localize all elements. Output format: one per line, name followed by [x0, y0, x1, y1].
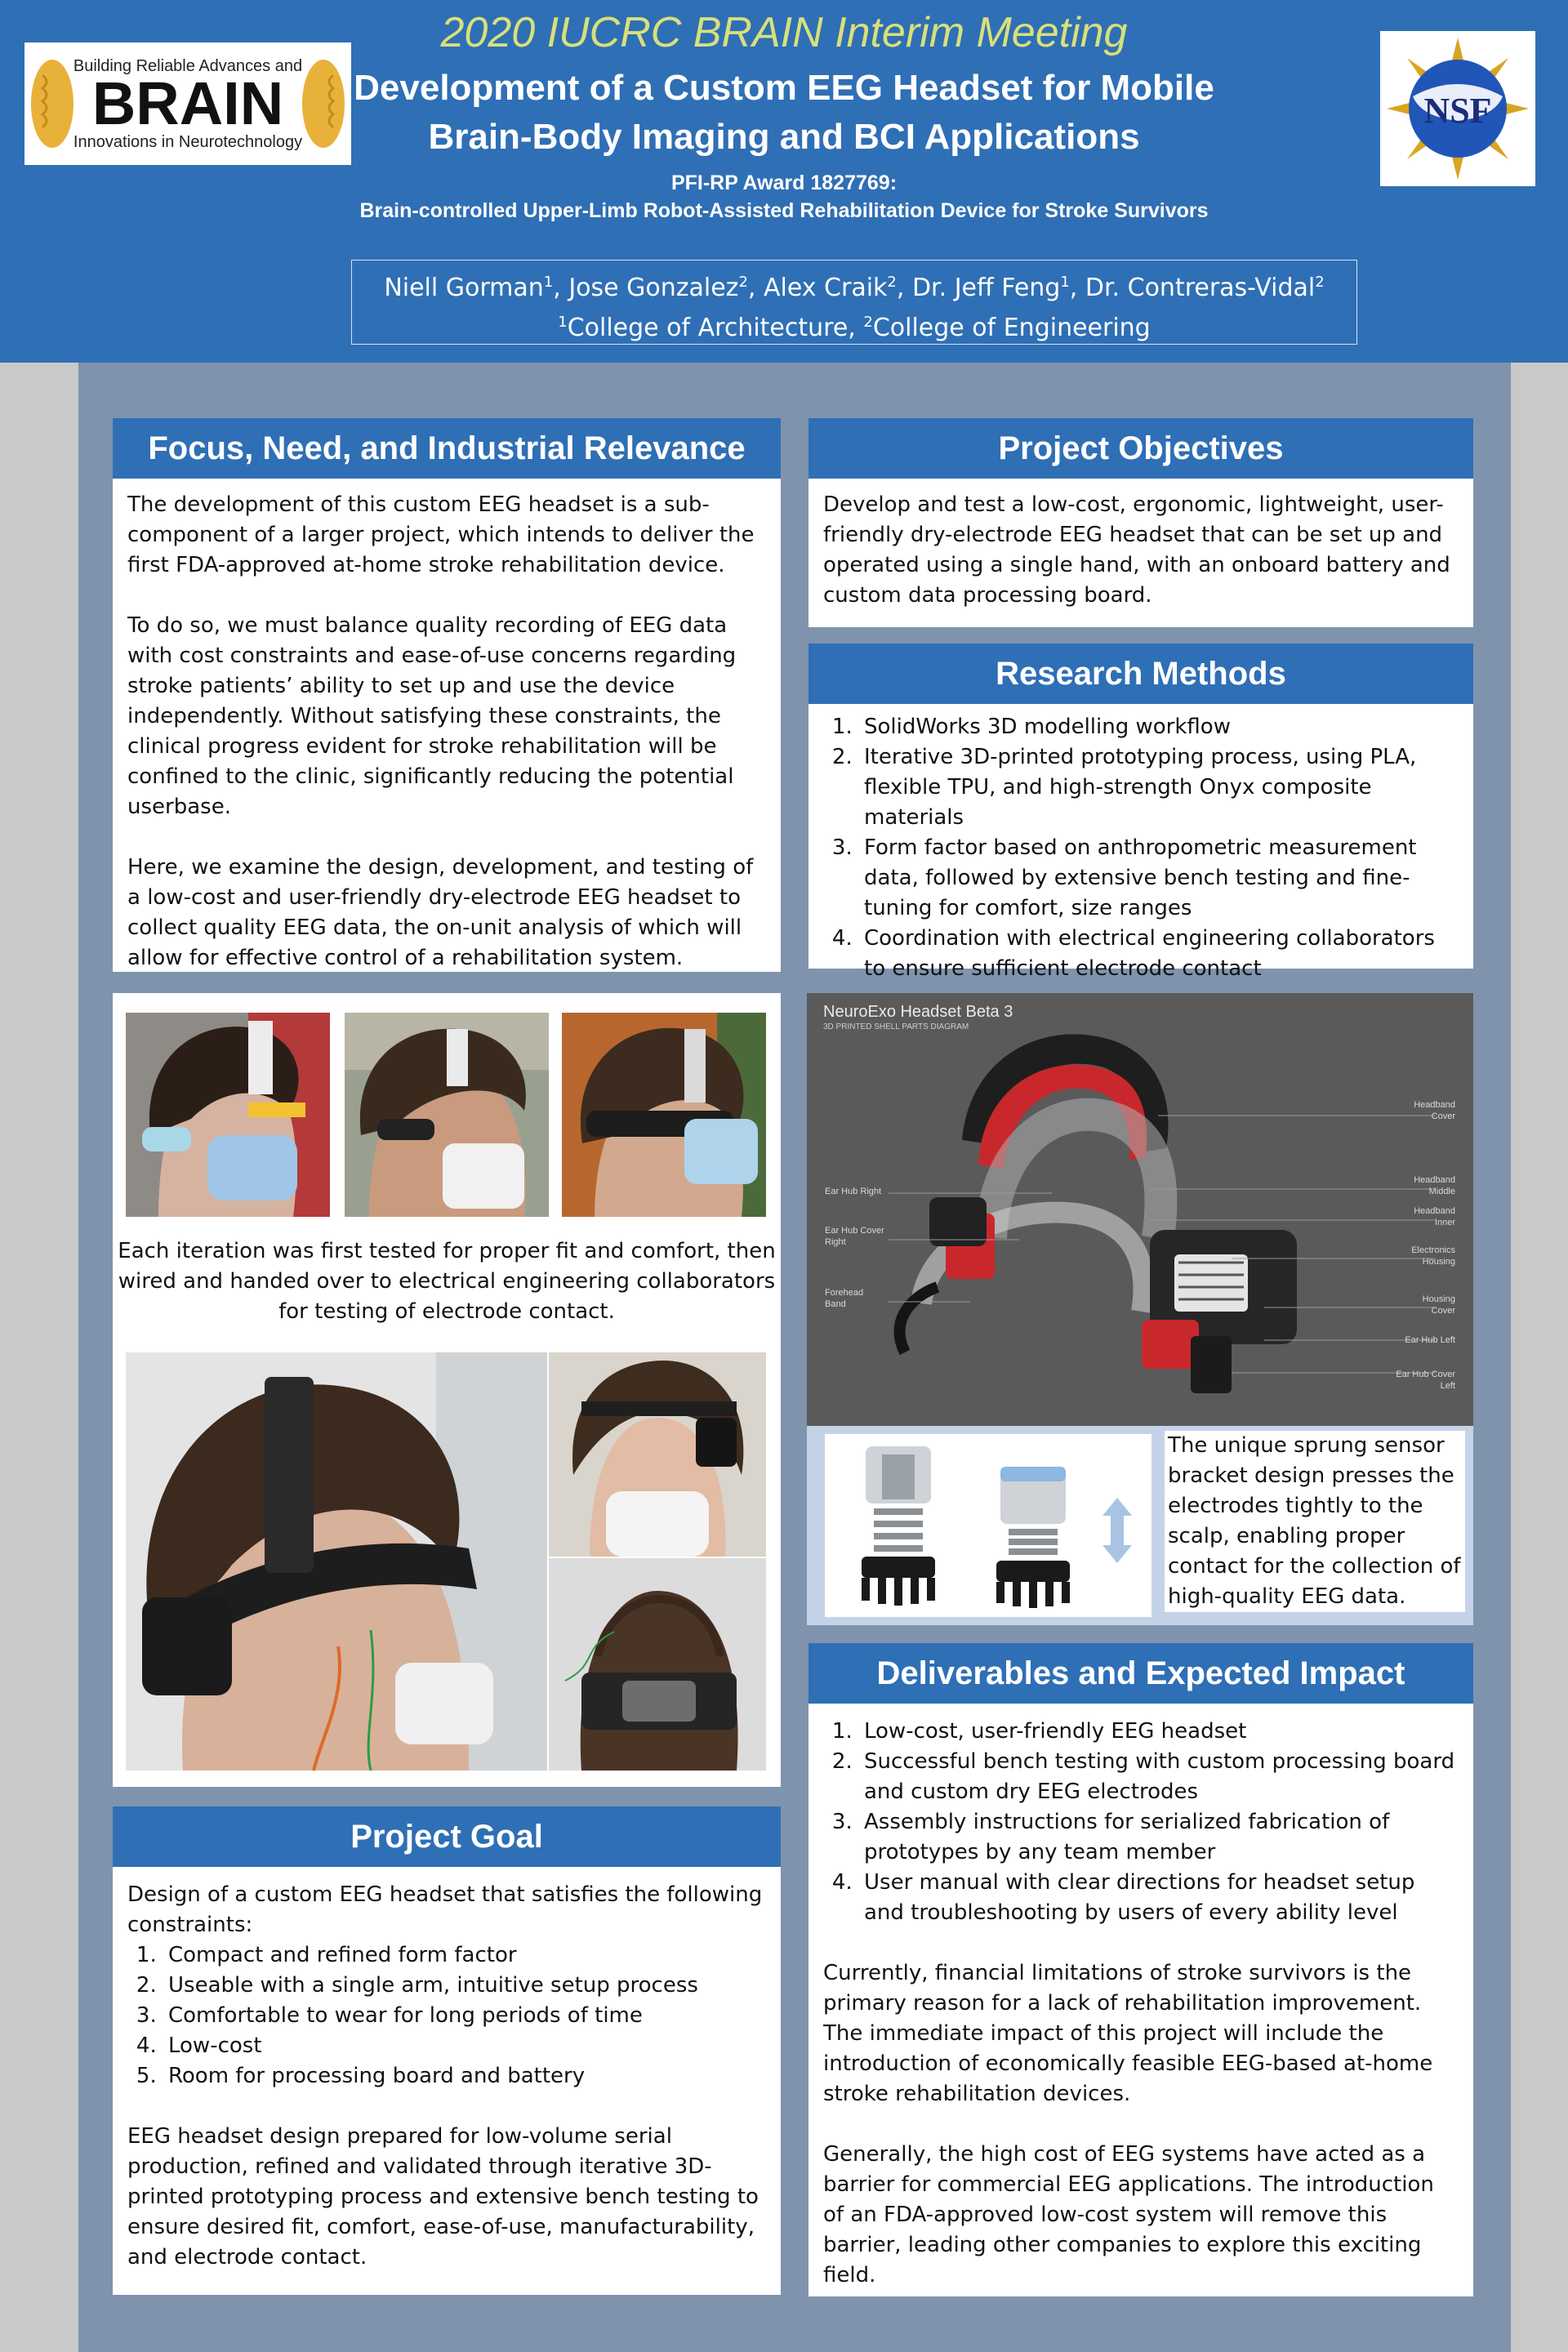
goal-item: 1. Compact and refined form factor [163, 1940, 766, 1971]
goal-heading: Project Goal [113, 1806, 781, 1867]
label-headband-cover [1414, 1099, 1455, 1122]
label-ear-hub-cover-left [1396, 1369, 1455, 1392]
goal-intro: Design of a custom EEG headset that satisfies the following constraints: [127, 1882, 763, 1937]
label-headband-middle [1414, 1174, 1455, 1197]
focus-panel [113, 418, 781, 972]
prototype-photo-3 [562, 1013, 766, 1217]
affiliation-list [352, 305, 1356, 345]
affiliation: College of Engineering [872, 314, 1151, 342]
prototype-photo-large [126, 1352, 547, 1771]
label-line: Headband [1414, 1175, 1455, 1185]
device-title: Brain-controlled Upper-Limb Robot-Assisted Rehabilitation Device for Stroke Survivors [359, 199, 1209, 222]
goal-panel [113, 1806, 781, 2295]
author-name: , Alex Craik [747, 274, 888, 302]
methods-panel [808, 644, 1473, 981]
brain-logo-graphic [24, 42, 351, 165]
brain-logo-top: Building Reliable Advances and [73, 57, 303, 75]
focus-heading: Focus, Need, and Industrial Relevance [113, 418, 781, 479]
author-affil-mark: 1 [1060, 274, 1070, 291]
author-box [351, 260, 1357, 345]
goal-paragraph-2: EEG headset design prepared for low-volume serial production, refined and validated through iterative 3D-printed prototyping process and extensive bench testing to ensure desired fit, comfort, ease-of-use, manufacturability, and electrode contact. [127, 2124, 759, 2270]
author-name: , Dr. Contreras-Vidal [1069, 274, 1316, 302]
affil-mark: 2 [863, 314, 873, 331]
poster-title [310, 64, 1258, 162]
author-affil-mark: 1 [543, 274, 554, 291]
deliverables-item: 2. Successful bench testing with custom processing board and custom dry EEG electrodes [859, 1747, 1459, 1807]
methods-item: 3. Form factor based on anthropometric measurement data, followed by extensive bench testing and fine-tuning for comfort, size ranges [859, 833, 1459, 924]
label-ear-hub-right: Ear Hub Right [825, 1187, 882, 1196]
goal-body [113, 1867, 781, 2284]
label-line: Right [825, 1237, 846, 1247]
poster-title-line1: Development of a Custom EEG Headset for Mobile [354, 68, 1214, 108]
author-name: Niell Gorman [384, 274, 544, 302]
focus-paragraph-1: The development of this custom EEG headset is a sub-component of a larger project, which intends to deliver the first FDA-approved at-home stroke rehabilitation device. [127, 492, 755, 577]
methods-item: 1. SolidWorks 3D modelling workflow [859, 712, 1459, 742]
author-affil-mark: 2 [738, 274, 748, 291]
author-name: , Dr. Jeff Feng [896, 274, 1061, 302]
label-line: Housing [1422, 1294, 1455, 1304]
label-headband-inner [1414, 1205, 1455, 1228]
sensor-panel [807, 1426, 1473, 1625]
prototype-photo-1 [126, 1013, 330, 1217]
label-line: Housing [1422, 1257, 1455, 1267]
exploded-headset-render [807, 993, 1473, 1426]
focus-paragraph-2: To do so, we must balance quality recording of EEG data with cost constraints and ease-of-use concerns regarding stroke patients’ ability to set up and use the device independently. Without satisfying these constraints, the clinical progress evident for stroke rehabilitation will be confined to the clinic, significantly reducing the potential userbase. [127, 613, 737, 819]
brain-logo-main: BRAIN [91, 69, 284, 137]
sensor-bracket-render [825, 1434, 1152, 1617]
deliverables-heading: Deliverables and Expected Impact [808, 1643, 1473, 1704]
label-line: Headband [1414, 1100, 1455, 1110]
label-line: Middle [1428, 1187, 1455, 1196]
sensor-text: The unique sprung sensor bracket design presses the electrodes tightly to the scalp, enabling proper contact for the collection of high-quality EEG data. [1165, 1431, 1465, 1612]
deliverables-item: 3. Assembly instructions for serialized fabrication of prototypes by any team member [859, 1807, 1459, 1868]
methods-list [823, 712, 1459, 984]
label-line: Cover [1431, 1111, 1455, 1121]
focus-paragraph-3: Here, we examine the design, development, and testing of a low-cost and user-friendly dry-electrode EEG headset to collect quality EEG data, the on-unit analysis of which will allow for effective control of a rehabilitation system. [127, 855, 754, 970]
label-forehead-band [825, 1287, 863, 1310]
affil-mark: 1 [558, 314, 568, 331]
label-line: Inner [1434, 1218, 1455, 1227]
methods-heading: Research Methods [808, 644, 1473, 704]
label-housing-cover [1423, 1294, 1455, 1316]
nsf-seal [1380, 31, 1535, 186]
label-ear-hub-left: Ear Hub Left [1405, 1335, 1455, 1345]
label-electronics-housing [1411, 1245, 1455, 1267]
methods-body [808, 704, 1473, 996]
sprung-sensor-graphic [825, 1434, 1152, 1617]
goal-item: 5. Room for processing board and battery [163, 2061, 766, 2091]
photos-panel [113, 993, 781, 1787]
methods-item: 4. Coordination with electrical engineering collaborators to ensure sufficient electrode contact [859, 924, 1459, 984]
label-line: Electronics [1411, 1245, 1455, 1255]
focus-body [113, 479, 781, 985]
deliverables-panel [808, 1643, 1473, 2296]
nsf-logo [1380, 31, 1535, 186]
objectives-body [808, 479, 1473, 622]
nsf-logo-text: NSF [1423, 91, 1492, 131]
author-affil-mark: 2 [1315, 274, 1325, 291]
label-line: Cover [1431, 1306, 1455, 1316]
label-line: Forehead [825, 1288, 864, 1298]
goal-item: 3. Comfortable to wear for long periods of time [163, 2001, 766, 2031]
label-line: Ear Hub Cover [825, 1226, 884, 1236]
award-number: PFI-RP Award 1827769: [670, 172, 898, 194]
label-ear-hub-cover-right [825, 1225, 884, 1248]
diagram-title: NeuroExo Headset Beta 3 [823, 1003, 1013, 1021]
poster-header [0, 0, 1568, 363]
diagram-subtitle: 3D PRINTED SHELL PARTS DIAGRAM [823, 1022, 969, 1031]
objectives-panel [808, 418, 1473, 627]
label-line: Ear Hub Cover [1396, 1370, 1455, 1379]
impact-paragraph-2: Generally, the high cost of EEG systems have acted as a barrier for commercial EEG applications. The introduction of an FDA-approved low-cost system will remove this barrier, leading other companies to explore this exciting field. [823, 2142, 1434, 2287]
goal-item: 4. Low-cost [163, 2031, 766, 2061]
prototype-photo-back [549, 1558, 766, 1771]
headset-parts-diagram [807, 993, 1473, 1426]
goal-item: 2. Useable with a single arm, intuitive setup process [163, 1971, 766, 2001]
objectives-text: Develop and test a low-cost, ergonomic, lightweight, user-friendly dry-electrode EEG headset that can be set up and operated using a single hand, with an onboard battery and custom data processing board. [823, 492, 1450, 608]
conference-title: 2020 IUCRC BRAIN Interim Meeting [440, 9, 1128, 56]
label-line: Left [1440, 1381, 1455, 1391]
author-affil-mark: 2 [887, 274, 897, 291]
author-name: , Jose Gonzalez [553, 274, 739, 302]
objectives-heading: Project Objectives [808, 418, 1473, 479]
methods-item: 2. Iterative 3D-printed prototyping process, using PLA, flexible TPU, and high-strength Onyx composite materials [859, 742, 1459, 833]
impact-paragraph-1: Currently, financial limitations of stroke survivors is the primary reason for a lack of rehabilitation improvement. The immediate impact of this project will include the introduction of economically feasible EEG-based at-home stroke rehabilitation devices. [823, 1961, 1433, 2106]
photos-caption: Each iteration was first tested for proper fit and comfort, then wired and handed over to electrical engineering collaborators for testing of electrode contact. [118, 1239, 776, 1324]
affiliation: College of Architecture, [567, 314, 864, 342]
prototype-photo-front [549, 1352, 766, 1557]
label-line: Headband [1414, 1206, 1455, 1216]
prototype-photo-2 [345, 1013, 549, 1217]
deliverables-item: 4. User manual with clear directions for headset setup and troubleshooting by users of every ability level [859, 1868, 1459, 1928]
deliverables-item: 1. Low-cost, user-friendly EEG headset [859, 1717, 1459, 1747]
brain-logo-bottom: Innovations in Neurotechnology [73, 133, 303, 151]
deliverables-body [808, 1704, 1473, 2302]
brain-logo [24, 42, 351, 165]
deliverables-list [823, 1717, 1459, 1928]
goal-list [127, 1940, 766, 2091]
author-list [352, 265, 1356, 305]
label-line: Band [825, 1299, 846, 1309]
poster-title-line2: Brain-Body Imaging and BCI Applications [428, 117, 1140, 157]
